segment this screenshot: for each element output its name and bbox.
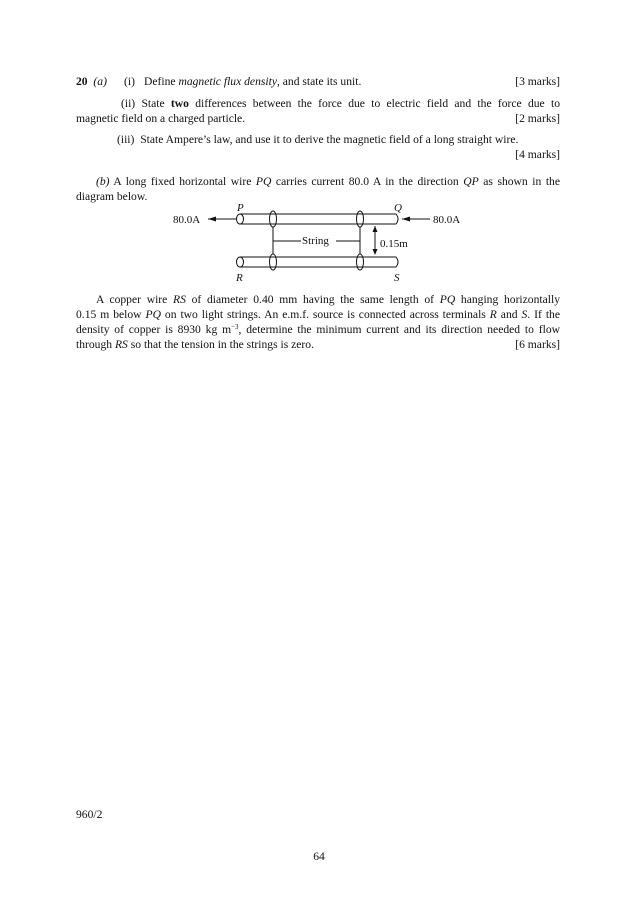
part-b-body-line2-run-3: R (489, 308, 497, 321)
part-b-intro-run-0: A long fixed horizontal wire (109, 175, 256, 188)
current-label-left: 80.0A (173, 214, 201, 226)
label-r: R (236, 272, 243, 284)
string-loop-top-right (357, 211, 364, 227)
marks-a-ii: [2 marks] (515, 112, 560, 125)
string-loop-bottom-right (357, 254, 364, 270)
marks-b: [6 marks] (515, 338, 560, 351)
part-b-body-line2-run-4: and (496, 308, 522, 321)
wire-rs (240, 257, 398, 267)
string-loop-top-left (270, 211, 277, 227)
part-b-body-line2-run-0: 0.15 m below (76, 308, 146, 321)
part-b-body-line2-run-2: on two light strings. An e.m.f. source is connected across terminals (160, 308, 490, 321)
wire-pq-end-p (237, 214, 244, 224)
arrowhead-right (402, 217, 410, 222)
page-number: 64 (313, 850, 325, 863)
part-b-intro-run-4: as shown in the (478, 175, 560, 188)
part-b-intro-run-2: carries current 80.0 A in the direction (271, 175, 464, 188)
part-b-body-line1-run-3: PQ (439, 293, 456, 306)
part-b-body-line3: density of copper is 8930 kg $m^{-3}$, determine the minimum current and its direction needed to flow (76, 323, 560, 336)
part-b-body-line4 (76, 337, 560, 352)
part-b-body-line1-run-0: A copper wire (96, 293, 174, 306)
string-label: String (302, 235, 329, 247)
distance-label: 0.15m (380, 238, 408, 250)
string-loop-bottom-left (270, 254, 277, 270)
question-20-a-ii-line2: magnetic field on a charged particle. [2 marks] (76, 112, 560, 125)
part-b-body-line4-run-2: so that the tension in the strings is zero. (127, 338, 314, 351)
label-p: P (237, 202, 244, 214)
label-q: Q (394, 202, 402, 214)
part-b-body-line2-run-6: . If the (527, 308, 560, 321)
question-number: 20 (76, 75, 88, 88)
part-b-body-line4-run-0: through (76, 338, 115, 351)
part-b-body-line1 (96, 292, 560, 307)
arrowhead-left (208, 217, 216, 222)
part-b-body-line4-run-1: RS (114, 338, 128, 351)
current-label-right: 80.0A (433, 214, 461, 226)
subpart-i-number: (i) (124, 75, 135, 88)
question-20-a-ii-line1: (ii) State two differences between the force due to electric field and the force due to (121, 97, 560, 110)
marks-a-i: [3 marks] (515, 75, 560, 88)
part-b-body-line2-run-1: PQ (145, 308, 161, 321)
part-b-body-line1-run-1: RS (173, 293, 186, 306)
part-b-body-line2 (76, 307, 560, 322)
part-a-label: (a) (93, 75, 107, 88)
part-b-body-line1-run-4: hanging horizontally (455, 293, 560, 306)
part-b-intro-run-1: PQ (255, 175, 272, 188)
arrowhead-distance-down (373, 249, 378, 255)
part-b-intro-line2: diagram below. (76, 190, 148, 203)
part-b-intro-line1: (b) A long fixed horizontal wire PQ carries current 80.0 A in the direction QP as shown in the (96, 175, 560, 188)
label-s: S (394, 272, 400, 284)
part-b-intro-run-3: QP (463, 175, 479, 188)
part-b-body-line2-run-5: S (521, 308, 528, 321)
arrowhead-distance-up (373, 226, 378, 232)
question-20-a-iii-line1: (iii) State Ampere’s law, and use it to derive the magnetic field of a long straight wire. (117, 133, 519, 146)
part-b-body-line1-run-2: of diameter 0.40 mm having the same length of (185, 293, 440, 306)
wire-pq (240, 214, 398, 224)
subpart-i-text: Define magnetic flux density, and state its unit. (144, 75, 362, 88)
wire-rs-end-r (237, 257, 244, 267)
marks-a-iii: [4 marks] (515, 148, 560, 161)
paper-code: 960/2 (76, 808, 103, 821)
question-20-a-i (76, 74, 560, 89)
